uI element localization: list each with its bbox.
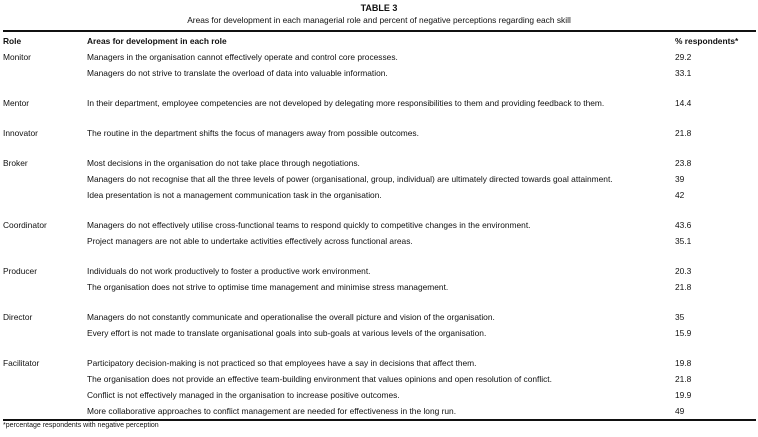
area-cell: Idea presentation is not a management communication task in the organisation. — [87, 190, 382, 200]
table-row — [0, 127, 758, 143]
table-row — [0, 97, 758, 113]
percent-cell: 49 — [675, 406, 685, 416]
area-cell: The organisation does not strive to optimise time management and minimise stress management. — [87, 282, 449, 292]
table-row — [0, 265, 758, 281]
role-group — [0, 127, 758, 143]
percent-cell: 19.9 — [675, 390, 692, 400]
table-row — [0, 389, 758, 405]
table-row — [0, 357, 758, 373]
percent-cell: 43.6 — [675, 220, 692, 230]
table-row — [0, 157, 758, 173]
percent-cell: 35.1 — [675, 236, 692, 246]
footnote: *percentage respondents with negative perception — [3, 422, 159, 429]
table-header — [0, 36, 758, 50]
percent-cell: 15.9 — [675, 328, 692, 338]
table-row — [0, 311, 758, 327]
table-row — [0, 219, 758, 235]
area-cell: Managers do not constantly communicate and operationalise the overall picture and vision of the organisation. — [87, 312, 495, 322]
area-cell: Managers in the organisation cannot effectively operate and control core processes. — [87, 52, 398, 62]
percent-cell: 29.2 — [675, 52, 692, 62]
area-cell: Managers do not effectively utilise cross-functional teams to respond quickly to competitive changes in the environment. — [87, 220, 531, 230]
table-row — [0, 51, 758, 67]
area-cell: The organisation does not provide an effective team-building environment that values opinions and open resolution of conflict. — [87, 374, 552, 384]
percent-cell: 21.8 — [675, 374, 692, 384]
bottom-rule — [3, 419, 756, 421]
percent-cell: 35 — [675, 312, 685, 322]
area-cell: Every effort is not made to translate organisational goals into sub-goals at various levels of the organisation. — [87, 328, 487, 338]
table-row — [0, 327, 758, 343]
top-rule — [3, 30, 756, 32]
area-cell: Individuals do not work productively to foster a productive work environment. — [87, 266, 371, 276]
table-row — [0, 67, 758, 83]
role-group — [0, 97, 758, 113]
role-cell: Facilitator — [3, 358, 40, 368]
percent-cell: 21.8 — [675, 282, 692, 292]
area-cell: Conflict is not effectively managed in the organisation to increase positive outcomes. — [87, 390, 400, 400]
role-cell: Producer — [3, 266, 37, 276]
percent-cell: 33.1 — [675, 68, 692, 78]
table-row — [0, 189, 758, 205]
table-row — [0, 281, 758, 297]
percent-cell: 21.8 — [675, 128, 692, 138]
role-cell: Innovator — [3, 128, 38, 138]
header-role: Role — [3, 36, 22, 46]
table-row — [0, 173, 758, 189]
role-cell: Broker — [3, 158, 28, 168]
role-cell: Monitor — [3, 52, 31, 62]
area-cell: Most decisions in the organisation do not take place through negotiations. — [87, 158, 360, 168]
header-pct: % respondents* — [675, 36, 739, 46]
header-areas: Areas for development in each role — [87, 36, 227, 46]
percent-cell: 14.4 — [675, 98, 692, 108]
role-cell: Mentor — [3, 98, 30, 108]
area-cell: In their department, employee competencies are not developed by delegating more responsibilities to them and providing feedback to them. — [87, 98, 605, 108]
area-cell: Managers do not strive to translate the overload of data into valuable information. — [87, 68, 388, 78]
role-group — [0, 51, 758, 83]
role-group — [0, 311, 758, 343]
table-body — [0, 51, 758, 435]
table-row — [0, 373, 758, 389]
table-title: TABLE 3 — [360, 3, 398, 13]
role-group — [0, 357, 758, 421]
area-cell: More collaborative approaches to conflict management are needed for effectiveness in the long run. — [87, 406, 457, 416]
percent-cell: 20.3 — [675, 266, 692, 276]
role-group — [0, 265, 758, 297]
role-group — [0, 219, 758, 251]
role-cell: Coordinator — [3, 220, 47, 230]
table-row — [0, 235, 758, 251]
percent-cell: 19.8 — [675, 358, 692, 368]
area-cell: The routine in the department shifts the focus of managers away from possible outcomes. — [87, 128, 419, 138]
percent-cell: 23.8 — [675, 158, 692, 168]
table-caption: Areas for development in each managerial role and percent of negative perceptions regarding each skill — [187, 15, 571, 25]
area-cell: Managers do not recognise that all the three levels of power (organisational, group, individual) are ultimately directed towards goal attainment. — [87, 174, 613, 184]
percent-cell: 39 — [675, 174, 685, 184]
area-cell: Participatory decision-making is not practiced so that employees have a say in decisions that affect them. — [87, 358, 477, 368]
role-group — [0, 157, 758, 205]
role-cell: Director — [3, 312, 33, 322]
percent-cell: 42 — [675, 190, 685, 200]
area-cell: Project managers are not able to undertake activities effectively across functional areas. — [87, 236, 413, 246]
